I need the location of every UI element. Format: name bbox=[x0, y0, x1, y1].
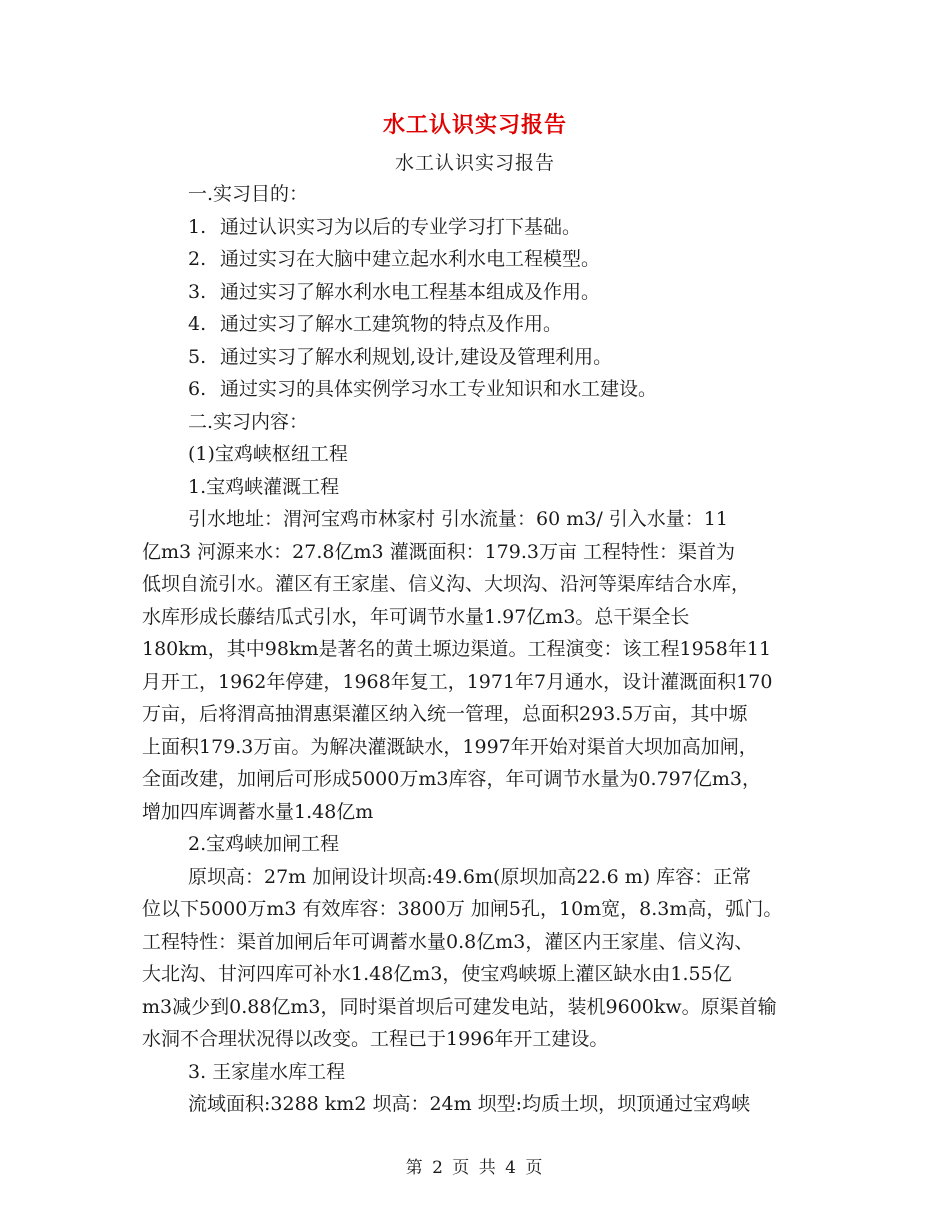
document-subtitle: 水工认识实习报告 bbox=[394, 152, 555, 174]
purpose-item bbox=[142, 373, 814, 406]
paragraph-line: 低坝自流引水。灌区有王家崖、信义沟、大坝沟、沿河等渠库结合水库， bbox=[142, 573, 751, 595]
purpose-item bbox=[142, 276, 814, 309]
paragraph-line: 增加四库调蓄水量1.48亿m bbox=[142, 800, 374, 823]
section-heading-content: 二.实习内容： bbox=[188, 410, 309, 433]
purpose-item-number: 6. bbox=[188, 378, 207, 400]
paragraph-line: 全面改建，加闸后可形成5000万m3库容，年可调节水量为0.797亿m3， bbox=[142, 768, 761, 790]
paragraph-line: 180km，其中98km是著名的黄土塬边渠道。工程演变：该工程1958年11 bbox=[142, 638, 772, 660]
purpose-item bbox=[142, 308, 814, 341]
paragraph-line: m3减少到0.88亿m3，同时渠首坝后可建发电站，装机9600kw。原渠首输 bbox=[142, 995, 777, 1018]
paragraph-line: 工程特性：渠首加闸后年可调蓄水量0.8亿m3，灌区内王家崖、信义沟、 bbox=[142, 930, 754, 953]
paragraph-line: 水洞不合理状况得以改变。工程已于1996年开工建设。 bbox=[142, 1028, 609, 1050]
paragraph-line: 流域面积:3288 km2 坝高：24m 坝型:均质土坝，坝顶通过宝鸡峡 bbox=[188, 1093, 751, 1115]
purpose-item-number: 2. bbox=[188, 248, 207, 270]
part-heading-gate: 2.宝鸡峡加闸工程 bbox=[188, 833, 340, 855]
purpose-item-text: 通过实习了解水工建筑物的特点及作用。 bbox=[220, 313, 563, 335]
document-title: 水工认识实习报告 bbox=[382, 112, 567, 138]
purpose-item-text: 通过实习的具体实例学习水工专业知识和水工建设。 bbox=[220, 378, 658, 400]
paragraph-line: 大北沟、甘河四库可补水1.48亿m3，使宝鸡峡塬上灌区缺水由1.55亿 bbox=[142, 963, 732, 985]
section-heading-purpose: 一.实习目的： bbox=[188, 183, 309, 205]
purpose-item bbox=[142, 211, 814, 244]
purpose-item-text: 通过实习了解水利规划,设计,建设及管理利用。 bbox=[220, 345, 613, 368]
paragraph-line: 月开工，1962年停建，1968年复工，1971年7月通水，设计灌溉面积170 bbox=[142, 670, 773, 693]
paragraph-line: 原坝高：27m 加闸设计坝高:49.6m(原坝加高22.6 m) 库容：正常 bbox=[188, 865, 752, 888]
purpose-item-number: 4. bbox=[188, 313, 207, 335]
paragraph-line: 位以下5000万m3 有效库容：3800万 加闸5孔，10m宽，8.3m高，弧门。 bbox=[142, 898, 783, 920]
purpose-item bbox=[142, 243, 814, 276]
purpose-item bbox=[142, 341, 814, 374]
paragraph-line: 亿m3 河源来水：27.8亿m3 灌溉面积：179.3万亩 工程特性：渠首为 bbox=[142, 540, 736, 563]
paragraph-line: 万亩，后将渭高抽渭惠渠灌区纳入统一管理，总面积293.5万亩，其中塬 bbox=[142, 703, 748, 725]
purpose-item-text: 通过实习在大脑中建立起水利水电工程模型。 bbox=[220, 248, 601, 270]
document-body bbox=[142, 178, 814, 1121]
purpose-item-text: 通过认识实习为以后的专业学习打下基础。 bbox=[220, 215, 582, 238]
purpose-item-number: 1. bbox=[188, 215, 207, 238]
purpose-item-text: 通过实习了解水利水电工程基本组成及作用。 bbox=[220, 280, 601, 303]
part-heading-irrigation: 1.宝鸡峡灌溉工程 bbox=[188, 475, 340, 498]
subsection-heading-baojixia: (1)宝鸡峡枢纽工程 bbox=[188, 443, 348, 465]
part-heading-reservoir: 3. 王家崖水库工程 bbox=[188, 1060, 346, 1083]
purpose-item-number: 5. bbox=[188, 345, 207, 368]
paragraph-line: 上面积179.3万亩。为解决灌溉缺水，1997年开始对渠首大坝加高加闸， bbox=[142, 735, 758, 758]
purpose-item-number: 3. bbox=[188, 280, 207, 303]
page-footer: 第 2 页 共 4 页 bbox=[405, 1158, 545, 1178]
paragraph-line: 水库形成长藤结瓜式引水，年可调节水量1.97亿m3。总干渠全长 bbox=[142, 605, 690, 628]
paragraph-line: 引水地址：渭河宝鸡市林家村 引水流量：60 m3/ 引入水量：11 bbox=[188, 508, 728, 530]
